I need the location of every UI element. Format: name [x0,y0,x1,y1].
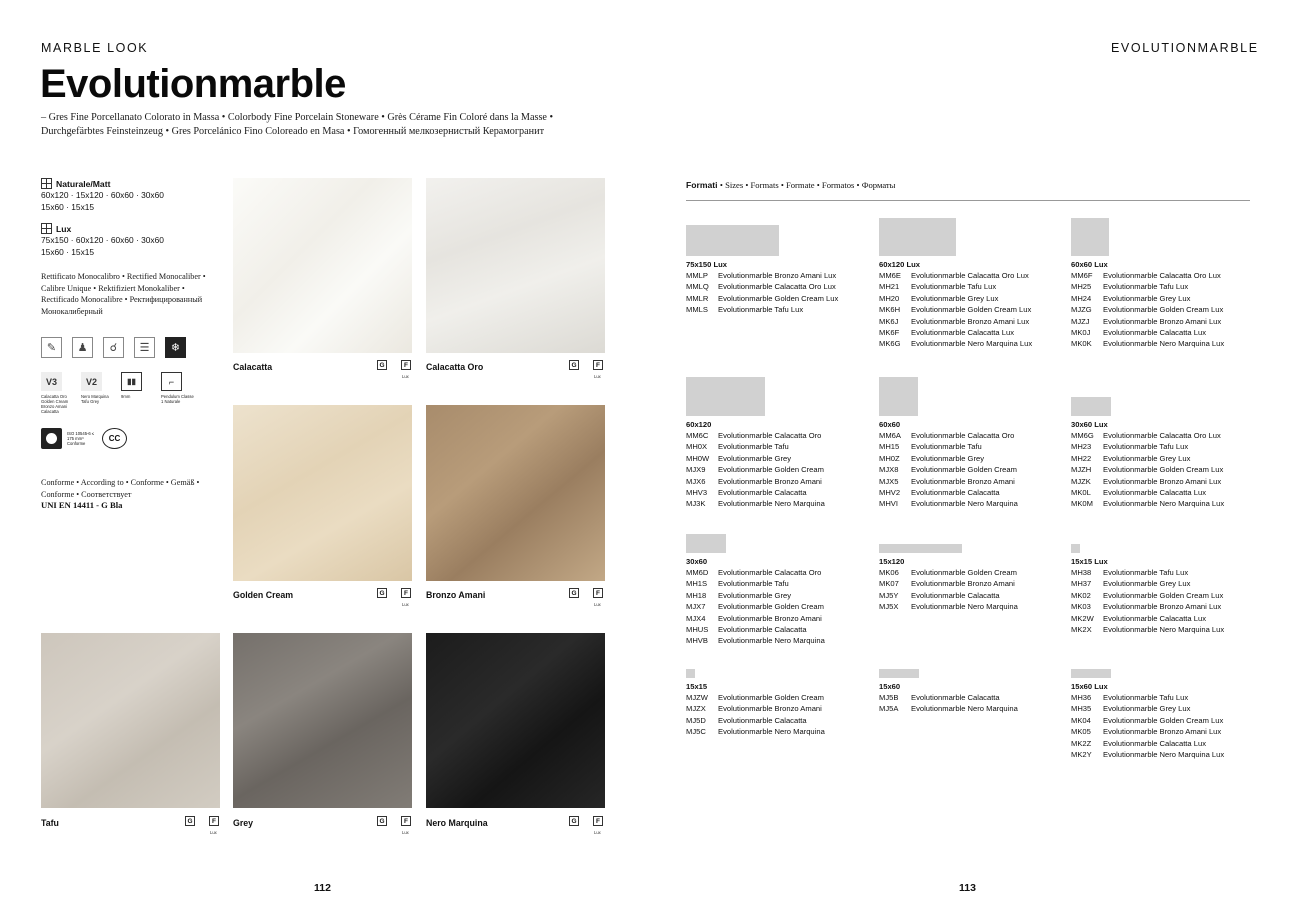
rectified-symbol-icon [41,178,52,189]
list-item: MJX7 Evolutionmarble Golden Cream [686,602,824,612]
light-traffic-icon: ☌ [103,337,124,358]
tile-calacatta-name: Calacatta [233,362,273,372]
list-item: MH24 Evolutionmarble Grey Lux [1071,293,1191,303]
size-proportion-icon [879,544,962,553]
section-kicker: MARBLE LOOK [41,41,149,55]
list-item: MJ5A Evolutionmarble Nero Marquina [879,704,1018,714]
list-item: MJX4 Evolutionmarble Bronzo Amani [686,613,822,623]
tile-golden-cream-lux: Lux [402,602,409,607]
tile-golden-cream-image [233,405,412,581]
list-item: MK04 Evolutionmarble Golden Cream Lux [1071,715,1224,725]
list-item: MHVI Evolutionmarble Nero Marquina [879,499,1018,509]
tile-grey-f: F [401,816,411,826]
size-title: 15x15 [686,682,708,691]
list-item: MK6G Evolutionmarble Nero Marquina Lux [879,339,1033,349]
list-item: MH15 Evolutionmarble Tafu [879,442,982,452]
tile-calacatta-oro-lux: Lux [594,374,601,379]
list-item: MK6F Evolutionmarble Calacatta Lux [879,328,1014,338]
tile-calacatta-f: F [401,360,411,370]
list-item: MM6G Evolutionmarble Calacatta Oro Lux [1071,431,1221,440]
list-item: MH36 Evolutionmarble Tafu Lux [1071,693,1189,702]
variation-icons [41,372,195,414]
list-item: MJ5Y Evolutionmarble Calacatta [879,590,1000,600]
list-item: MH1S Evolutionmarble Tafu [686,579,789,589]
tile-golden-cream-g: G [377,588,387,598]
size-proportion-icon [1071,544,1080,553]
list-item: MK2X Evolutionmarble Nero Marquina Lux [1071,625,1225,635]
list-item: MJZW Evolutionmarble Golden Cream [686,693,824,702]
size-proportion-icon [879,669,919,678]
list-item: MH0W Evolutionmarble Grey [686,453,792,463]
tile-golden-cream-name: Golden Cream [233,590,294,600]
tile-tafu-f: F [209,816,219,826]
size-block-15x15-lux [1071,544,1224,635]
size-title: 75x150 Lux [686,260,727,269]
size-proportion-icon [686,534,726,553]
size-proportion-icon [879,218,956,256]
norm-text: UNI EN 14411 - G Bla [41,500,123,510]
thickness [121,372,155,414]
usage-icons [41,337,186,358]
list-item: MJX5 Evolutionmarble Bronzo Amani [879,476,1015,486]
formats-label: Formati [686,180,718,190]
tile-calacatta-lux: Lux [402,374,409,379]
variation-v2 [81,372,115,414]
size-block-60x60-lux [1071,218,1224,350]
finish-naturale-sizes-1: 60x120 · 15x120 · 60x60 · 30x60 [41,190,164,200]
size-proportion-icon [1071,669,1111,678]
list-item: MJX8 Evolutionmarble Golden Cream [879,465,1017,475]
size-block-75x150-lux [686,225,838,316]
list-item: MH25 Evolutionmarble Tafu Lux [1071,282,1189,292]
list-item: MMLR Evolutionmarble Golden Cream Lux [686,293,839,303]
list-item: MM6C Evolutionmarble Calacatta Oro [686,431,822,440]
finish-lux-label: Lux [56,223,72,234]
list-item: MM6A Evolutionmarble Calacatta Oro [879,431,1015,440]
size-title: 15x60 Lux [1071,682,1108,691]
variation-v3 [41,372,75,414]
tile-bronzo-amani-name: Bronzo Amani [426,590,486,600]
size-proportion-icon [686,377,765,416]
list-item: MK07 Evolutionmarble Bronzo Amani [879,579,1015,589]
size-block-60x60 [879,377,1018,510]
list-item: MH37 Evolutionmarble Grey Lux [1071,579,1191,589]
tile-bronzo-amani-lux: Lux [594,602,601,607]
list-item: MK05 Evolutionmarble Bronzo Amani Lux [1071,727,1222,737]
list-item: MMLS Evolutionmarble Tafu Lux [686,305,804,315]
list-item: MH35 Evolutionmarble Grey Lux [1071,704,1191,714]
list-item: MJZK Evolutionmarble Bronzo Amani Lux [1071,476,1222,486]
page-title: Evolutionmarble [40,62,346,106]
calibre-text: Rettificato Monocalibro • Rectified Monocaliber • Calibre Unique • Rektifiziert Monokaliber • Rectificado Monocalibre • Ректифицированный Монокалиберный [41,272,206,316]
tile-nero-marquina-name: Nero Marquina [426,818,488,828]
list-item: MJZH Evolutionmarble Golden Cream Lux [1071,465,1224,475]
tile-calacatta-oro-g: G [569,360,579,370]
list-item: MK2Z Evolutionmarble Calacatta Lux [1071,738,1206,748]
heavy-traffic-icon: ☰ [134,337,155,358]
tile-calacatta-oro-name: Calacatta Oro [426,362,484,372]
size-title: 60x120 Lux [879,260,920,269]
list-item: MJZX Evolutionmarble Bronzo Amani [686,704,822,714]
list-item: MH38 Evolutionmarble Tafu Lux [1071,568,1189,577]
list-item: MK0L Evolutionmarble Calacatta Lux [1071,488,1206,498]
formats-translations: • Sizes • Formats • Formate • Formatos • Форматы [719,180,896,190]
tile-tafu-lux: Lux [210,830,217,835]
pendulum-label: Pendulum Classe 1 Naturale [161,394,194,404]
size-block-15x60 [879,669,1018,715]
tile-tafu-image [41,633,220,808]
size-title: 60x60 [879,420,901,429]
tile-bronzo-amani-image [426,405,605,581]
list-item: MJ5D Evolutionmarble Calacatta [686,715,807,725]
list-item: MK06 Evolutionmarble Golden Cream [879,568,1017,577]
size-proportion-icon [686,669,695,678]
finish-lux-sizes-2: 15x60 · 15x15 [41,246,95,257]
formats-heading [686,180,895,190]
list-item: MJ5C Evolutionmarble Nero Marquina [686,727,825,737]
list-item: MK02 Evolutionmarble Golden Cream Lux [1071,590,1224,600]
size-block-15x15 [686,669,825,738]
tile-tafu-name: Tafu [41,818,59,828]
iso-label: ISO 10545-6 ≤ 175 mm³ Conforme [67,431,95,446]
tile-calacatta-oro-image [426,178,605,353]
variation-v2-icon: V2 [81,372,102,391]
collection-kicker: EVOLUTIONMARBLE [1111,41,1259,55]
finish-naturale [41,178,221,189]
conformity-text: Conforme • According to • Conforme • Gemäß • Conforme • Соответствует [41,478,200,499]
list-item: MHV3 Evolutionmarble Calacatta [686,488,807,498]
page-number-right: 113 [959,882,976,894]
size-block-60x120-lux [879,218,1032,350]
size-block-30x60-lux [1071,397,1224,510]
list-item: MH20 Evolutionmarble Grey Lux [879,293,999,303]
list-item: MK0M Evolutionmarble Nero Marquina Lux [1071,499,1225,509]
tile-bronzo-amani-g: G [569,588,579,598]
certification-icons [41,428,127,449]
list-item: MH22 Evolutionmarble Grey Lux [1071,453,1191,463]
tile-nero-marquina-g: G [569,816,579,826]
tile-calacatta-oro-f: F [593,360,603,370]
finish-lux [41,223,221,234]
list-item: MH21 Evolutionmarble Tafu Lux [879,282,997,292]
tile-golden-cream-f: F [401,588,411,598]
size-block-30x60 [686,534,825,647]
list-item: MK6J Evolutionmarble Bronzo Amani Lux [879,316,1030,326]
frost-resistant-icon: ❄ [165,337,186,358]
list-item: MH0Z Evolutionmarble Grey [879,453,985,463]
cc-certification-icon: CC [102,428,127,449]
list-item: MJ5B Evolutionmarble Calacatta [879,693,1000,702]
tile-grey-name: Grey [233,818,254,828]
finish-lux-sizes-1: 75x150 · 60x120 · 60x60 · 30x60 [41,235,164,245]
list-item: MM6D Evolutionmarble Calacatta Oro [686,568,822,577]
tile-grey-lux: Lux [402,830,409,835]
size-title: 60x120 [686,420,712,429]
size-title: 15x120 [879,557,905,566]
size-block-15x60-lux [1071,669,1224,760]
thickness-icon: ▮▮ [121,372,142,391]
size-title: 15x60 [879,682,901,691]
size-block-15x120 [879,544,1018,613]
tile-nero-marquina-image [426,633,605,808]
formats-divider [686,200,1250,201]
abrasion-icon [41,428,62,449]
size-title: 15x15 Lux [1071,557,1108,566]
list-item: MK6H Evolutionmarble Golden Cream Lux [879,305,1032,315]
floor-foot-icon: ♟ [72,337,93,358]
list-item: MJ5X Evolutionmarble Nero Marquina [879,602,1018,612]
list-item: MK0J Evolutionmarble Calacatta Lux [1071,328,1206,338]
tile-nero-marquina-f: F [593,816,603,826]
finish-naturale-sizes-2: 15x60 · 15x15 [41,201,95,212]
list-item: MH0X Evolutionmarble Tafu [686,442,789,452]
size-proportion-icon [1071,397,1111,416]
wall-icon: ✎ [41,337,62,358]
finish-naturale-label: Naturale/Matt [56,178,111,189]
pendulum-icon: ⌐ [161,372,182,391]
list-item: MJX9 Evolutionmarble Golden Cream [686,465,824,475]
page-number-left: 112 [314,882,331,894]
list-item: MK2Y Evolutionmarble Nero Marquina Lux [1071,750,1225,760]
tile-tafu-g: G [185,816,195,826]
list-item: MJX6 Evolutionmarble Bronzo Amani [686,476,822,486]
size-title: 30x60 [686,557,708,566]
list-item: MH18 Evolutionmarble Grey [686,590,792,600]
size-proportion-icon [1071,218,1109,256]
tile-bronzo-amani-f: F [593,588,603,598]
list-item: MK0K Evolutionmarble Nero Marquina Lux [1071,339,1225,349]
list-item: MK03 Evolutionmarble Bronzo Amani Lux [1071,602,1222,612]
tile-grey-g: G [377,816,387,826]
list-item: MM6F Evolutionmarble Calacatta Oro Lux [1071,271,1221,280]
size-title: 60x60 Lux [1071,260,1108,269]
list-item: MHVB Evolutionmarble Nero Marquina [686,636,825,646]
list-item: MH23 Evolutionmarble Tafu Lux [1071,442,1189,452]
spec-column [41,178,221,317]
thickness-label: 9mm [121,394,131,399]
list-item: MJ3K Evolutionmarble Nero Marquina [686,499,825,509]
variation-v3-icon: V3 [41,372,62,391]
size-title: 30x60 Lux [1071,420,1108,429]
tile-calacatta-g: G [377,360,387,370]
material-subtitle: – Gres Fine Porcellanato Colorato in Massa • Colorbody Fine Porcelain Stoneware • Grès Cérame Fin Coloré dans la Masse • Durchgefärbtes Feinsteinzeug • Gres Porcelánico Fino Coloreado en Masa • Гомогенный мелкозернистый Керамогранит [41,112,554,137]
size-block-60x120 [686,377,825,510]
list-item: MHV2 Evolutionmarble Calacatta [879,488,1000,498]
variation-v3-label: Calacatta Oro Golden Cream Bronzo Amani Calacatta [41,394,69,414]
list-item: MMLP Evolutionmarble Bronzo Amani Lux [686,271,837,280]
size-proportion-icon [879,377,918,416]
variation-v2-label: Nero Marquina Tafu Grey [81,394,109,404]
list-item: MJZJ Evolutionmarble Bronzo Amani Lux [1071,316,1222,326]
list-item: MM6E Evolutionmarble Calacatta Oro Lux [879,271,1029,280]
rectified-symbol-icon [41,223,52,234]
tile-calacatta-image [233,178,412,353]
size-proportion-icon [686,225,779,256]
list-item: MHUS Evolutionmarble Calacatta [686,625,807,635]
tile-grey-image [233,633,412,808]
tile-nero-marquina-lux: Lux [594,830,601,835]
list-item: MMLQ Evolutionmarble Calacatta Oro Lux [686,282,836,292]
list-item: MJZG Evolutionmarble Golden Cream Lux [1071,305,1224,315]
slip-resistance [161,372,195,414]
list-item: MK2W Evolutionmarble Calacatta Lux [1071,613,1206,623]
